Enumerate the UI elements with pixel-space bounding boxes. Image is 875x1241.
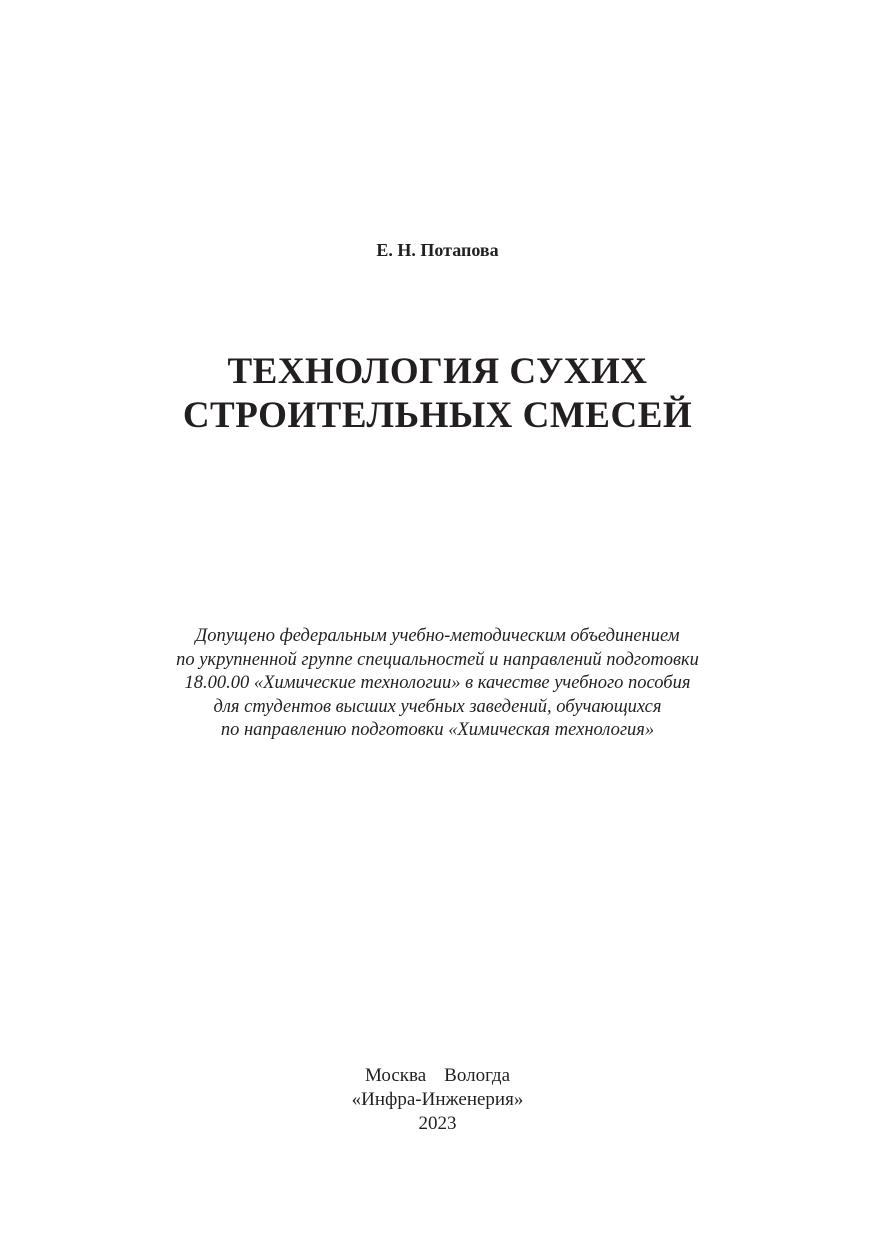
author-name: Е. Н. Потапова — [376, 240, 499, 260]
approval-line-2: по укрупненной группе специальностей и направлений подготовки — [176, 649, 699, 670]
imprint-city-2: Вологда — [444, 1065, 511, 1086]
imprint-publisher: «Инфра-Инженерия» — [351, 1089, 524, 1110]
approval-line-3: 18.00.00 «Химические технологии» в качестве учебного пособия — [184, 673, 691, 693]
imprint-year: 2023 — [418, 1113, 457, 1134]
book-title — [0, 350, 875, 438]
imprint-city-1: Москва — [364, 1065, 427, 1086]
book-title-line-2: СТРОИТЕЛЬНЫХ СМЕСЕЙ — [182, 395, 693, 436]
approval-line-1: Допущено федеральным учебно-методическим объединением — [195, 626, 680, 646]
book-title-line-1: ТЕХНОЛОГИЯ СУХИХ — [227, 351, 648, 392]
imprint — [0, 1064, 875, 1136]
imprint-cities — [0, 1064, 875, 1088]
approval-line-5: по направлению подготовки «Химическая технология» — [220, 720, 655, 740]
approval-line-4: для студентов высших учебных заведений, обучающихся — [213, 696, 662, 717]
approval-statement — [0, 625, 875, 743]
